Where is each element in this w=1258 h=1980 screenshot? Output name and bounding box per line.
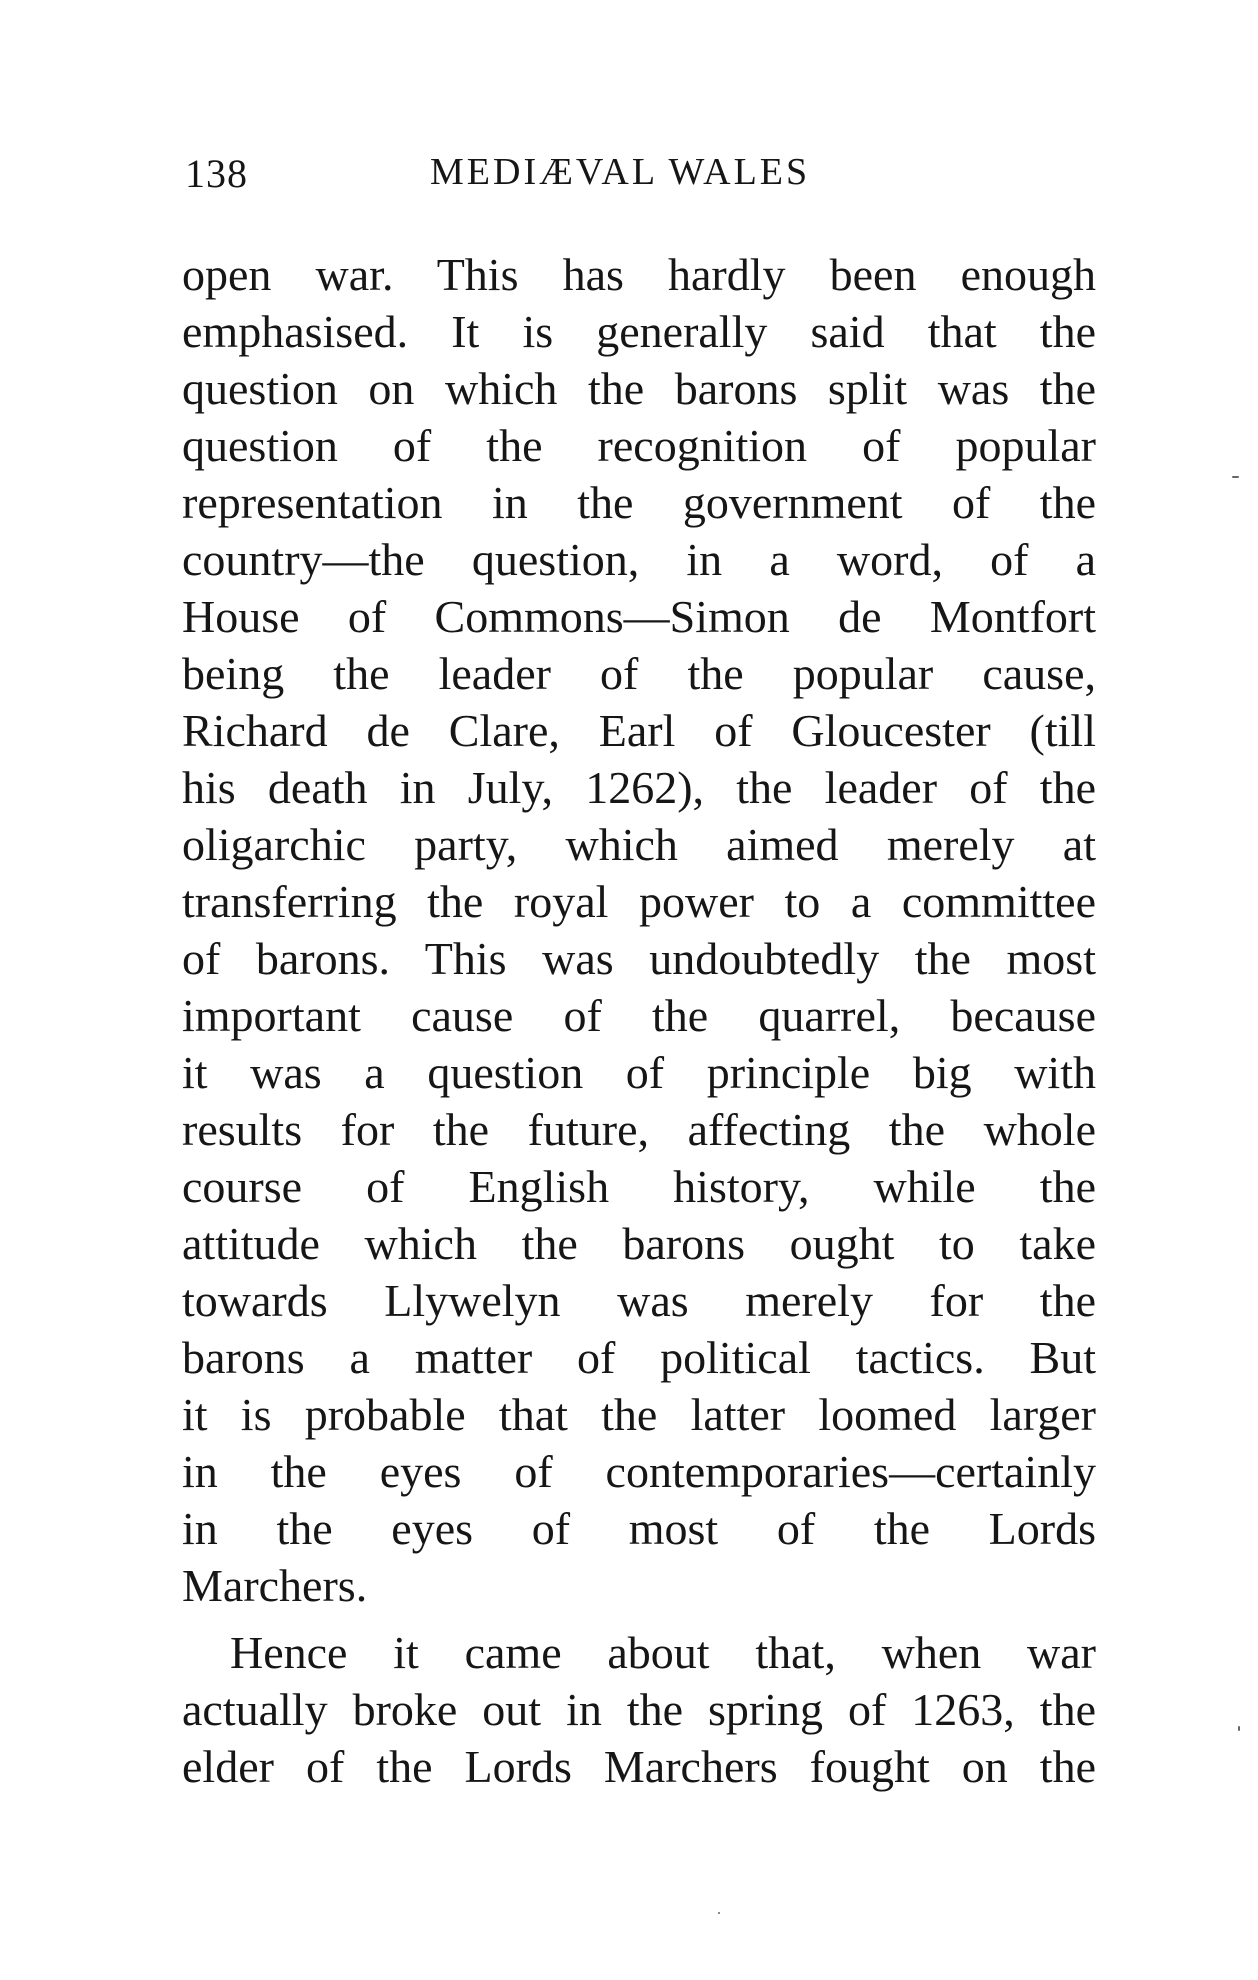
text-line: transferring the royal power to a committee bbox=[182, 876, 1096, 927]
page-number: 138 bbox=[185, 151, 248, 196]
text-line: country—the question, in a word, of a bbox=[182, 534, 1096, 585]
text-line: House of Commons—Simon de Montfort bbox=[182, 591, 1096, 642]
text-line: barons a matter of political tactics. But bbox=[182, 1332, 1096, 1383]
body-text bbox=[182, 246, 1096, 1795]
scan-speck bbox=[718, 1912, 720, 1914]
text-line: it was a question of principle big with bbox=[182, 1047, 1096, 1098]
text-line: important cause of the quarrel, because bbox=[182, 990, 1096, 1041]
text-line: in the eyes of most of the Lords bbox=[182, 1503, 1096, 1554]
scan-speck bbox=[1238, 1726, 1240, 1731]
text-line: his death in July, 1262), the leader of the bbox=[182, 762, 1096, 813]
text-line: emphasised. It is generally said that the bbox=[182, 306, 1096, 357]
text-line: representation in the government of the bbox=[182, 477, 1096, 528]
paragraph-gap bbox=[182, 1614, 1096, 1624]
text-line: actually broke out in the spring of 1263, the bbox=[182, 1684, 1096, 1735]
text-line: Marchers. bbox=[182, 1560, 368, 1611]
text-line: question of the recognition of popular bbox=[182, 420, 1096, 471]
text-line: in the eyes of contemporaries—certainly bbox=[182, 1446, 1096, 1497]
text-line: Hence it came about that, when war bbox=[230, 1627, 1096, 1678]
text-line: question on which the barons split was the bbox=[182, 363, 1096, 414]
text-line: open war. This has hardly been enough bbox=[182, 249, 1096, 300]
text-line: attitude which the barons ought to take bbox=[182, 1218, 1096, 1269]
text-line: oligarchic party, which aimed merely at bbox=[182, 819, 1096, 870]
running-head bbox=[185, 150, 1105, 200]
paragraph bbox=[182, 1624, 1096, 1795]
text-line: course of English history, while the bbox=[182, 1161, 1096, 1212]
text-line: results for the future, affecting the whole bbox=[182, 1104, 1096, 1155]
scan-speck bbox=[1232, 476, 1239, 478]
text-line: towards Llywelyn was merely for the bbox=[182, 1275, 1096, 1326]
text-line: it is probable that the latter loomed larger bbox=[182, 1389, 1096, 1440]
running-title: MEDIÆVAL WALES bbox=[430, 151, 811, 193]
text-line: of barons. This was undoubtedly the most bbox=[182, 933, 1096, 984]
text-line: being the leader of the popular cause, bbox=[182, 648, 1096, 699]
paragraph bbox=[182, 246, 1096, 1614]
text-line: Richard de Clare, Earl of Gloucester (till bbox=[182, 705, 1096, 756]
text-line: elder of the Lords Marchers fought on the bbox=[182, 1741, 1096, 1792]
